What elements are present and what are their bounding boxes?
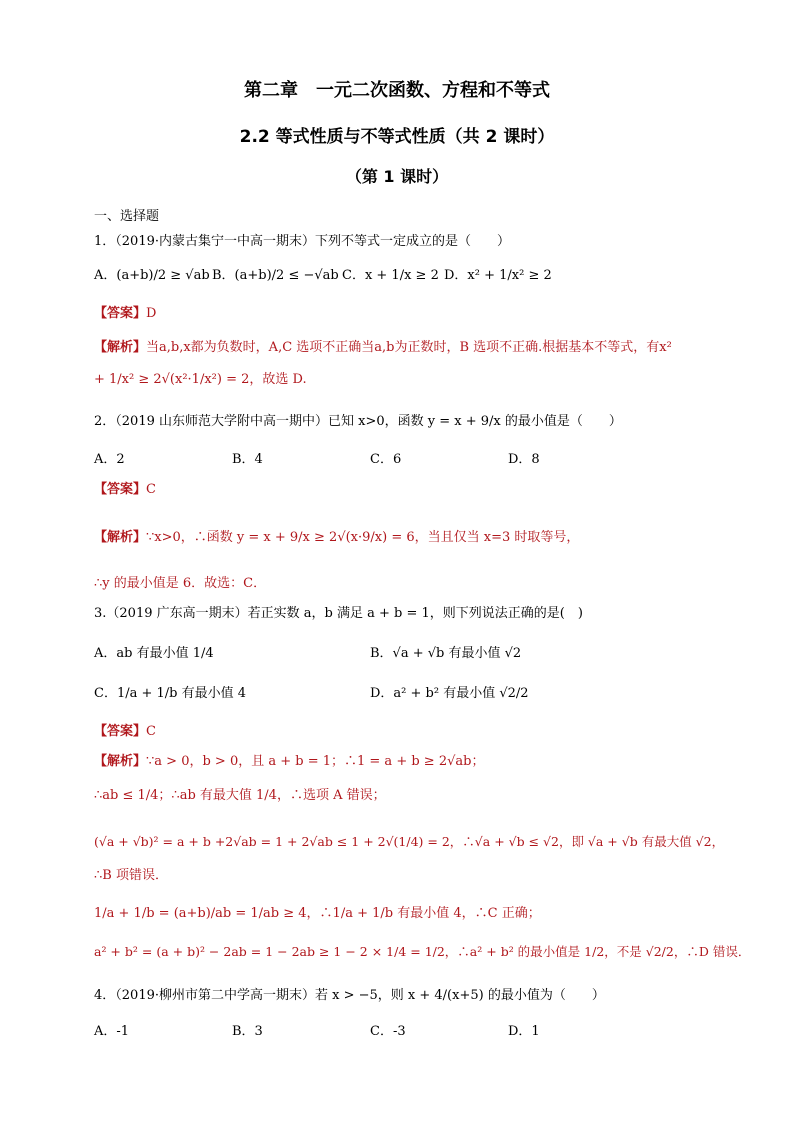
q2-analysis-line2: ∴y 的最小值是 6．故选：C． (94, 576, 267, 591)
q3-analysis-line1 (94, 752, 484, 772)
q1-option-d: D．x² + 1/x² ≥ 2 (444, 268, 552, 283)
q4-option-b: B．3 (232, 1024, 263, 1039)
choice-section-heading: 一、选择题 (94, 209, 160, 224)
q4-option-c: C．-3 (370, 1024, 406, 1039)
q1-analysis-line1 (94, 338, 672, 358)
q1-option-a: A．(a+b)/2 ≥ √ab (94, 268, 210, 283)
q3-analysis-line6: a² + b² = (a + b)² − 2ab = 1 − 2ab ≥ 1 − 2 × 1/4 = 1/2，∴a² + b² 的最小值是 1/2，不是 √2/2，∴D 错误． (94, 944, 751, 959)
q3-analysis-text1: ∵a > 0，b > 0，且 a + b = 1；∴1 = a + b ≥ 2√ab； (146, 754, 485, 769)
q2-analysis-line1 (94, 528, 579, 548)
q2-option-c: C．6 (370, 452, 402, 467)
section-title: 2.2 等式性质与不等式性质（共 2 课时） (239, 127, 555, 147)
q4-option-d: D．1 (508, 1024, 540, 1039)
q2-analysis-text1: ∵x>0，∴函数 y = x + 9/x ≥ 2√(x·9/x) = 6，当且仅当 x=3 时取等号， (146, 530, 580, 545)
answer-label: 【答案】 (94, 724, 147, 739)
q3-answer-value: C (146, 724, 156, 739)
q2-option-b: B．4 (232, 452, 263, 467)
q1-analysis-line2: + 1/x² ≥ 2√(x²·1/x²) = 2，故选 D. (94, 372, 307, 387)
q2-option-a: A．2 (94, 452, 125, 467)
q3-option-c: C．1/a + 1/b 有最小值 4 (94, 686, 247, 701)
answer-label: 【答案】 (94, 482, 147, 497)
q1-option-b: B．(a+b)/2 ≤ −√ab (212, 268, 339, 283)
q4-option-a: A．-1 (94, 1024, 130, 1039)
q1-analysis-text1: 当a,b,x都为负数时，A,C 选项不正确当a,b为正数时，B 选项不正确.根据基本不等式，有x² (146, 340, 672, 355)
q3-option-b: B．√a + √b 有最小值 √2 (370, 646, 522, 661)
q3-analysis-line2: ∴ab ≤ 1/4；∴ab 有最大值 1/4，∴选项 A 错误； (94, 788, 386, 803)
q4-stem: 4．（2019·柳州市第二中学高一期末）若 x > −5，则 x + 4/(x+5) 的最小值为（ ） (94, 988, 605, 1003)
q2-option-d: D．8 (508, 452, 540, 467)
q2-stem: 2．（2019 山东师范大学附中高一期中）已知 x>0，函数 y = x + 9/x 的最小值是（ ） (94, 414, 622, 429)
analysis-label: 【解析】 (94, 754, 147, 769)
q3-analysis-line4: ∴B 项错误． (94, 868, 168, 883)
q1-answer-value: D (146, 306, 157, 321)
q1-option-c: C．x + 1/x ≥ 2 (342, 268, 439, 283)
q3-answer (94, 722, 156, 742)
q3-analysis-line5: 1/a + 1/b = (a+b)/ab = 1/ab ≥ 4，∴1/a + 1/b 有最小值 4，∴C 正确； (94, 906, 541, 921)
q2-answer-value: C (146, 482, 156, 497)
q3-stem: 3.（2019 广东高一期末）若正实数 a，b 满足 a + b = 1，则下列说法正确的是( ) (94, 606, 583, 621)
lesson-title: （第 1 课时） (345, 167, 449, 186)
q1-answer (94, 304, 156, 324)
answer-label: 【答案】 (94, 306, 147, 321)
analysis-label: 【解析】 (94, 530, 147, 545)
q3-option-d: D．a² + b² 有最小值 √2/2 (370, 686, 529, 701)
analysis-label: 【解析】 (94, 340, 147, 355)
q3-analysis-line3: (√a + √b)² = a + b +2√ab = 1 + 2√ab ≤ 1 + 2√(1/4) = 2，∴√a + √b ≤ √2，即 √a + √b 有最大值 √2， (94, 834, 725, 849)
q2-answer (94, 480, 156, 500)
q3-option-a: A．ab 有最小值 1/4 (94, 646, 214, 661)
q1-stem: 1．（2019·内蒙古集宁一中高一期末）下列不等式一定成立的是（ ） (94, 234, 510, 249)
chapter-title: 第二章 一元二次函数、方程和不等式 (244, 80, 550, 101)
